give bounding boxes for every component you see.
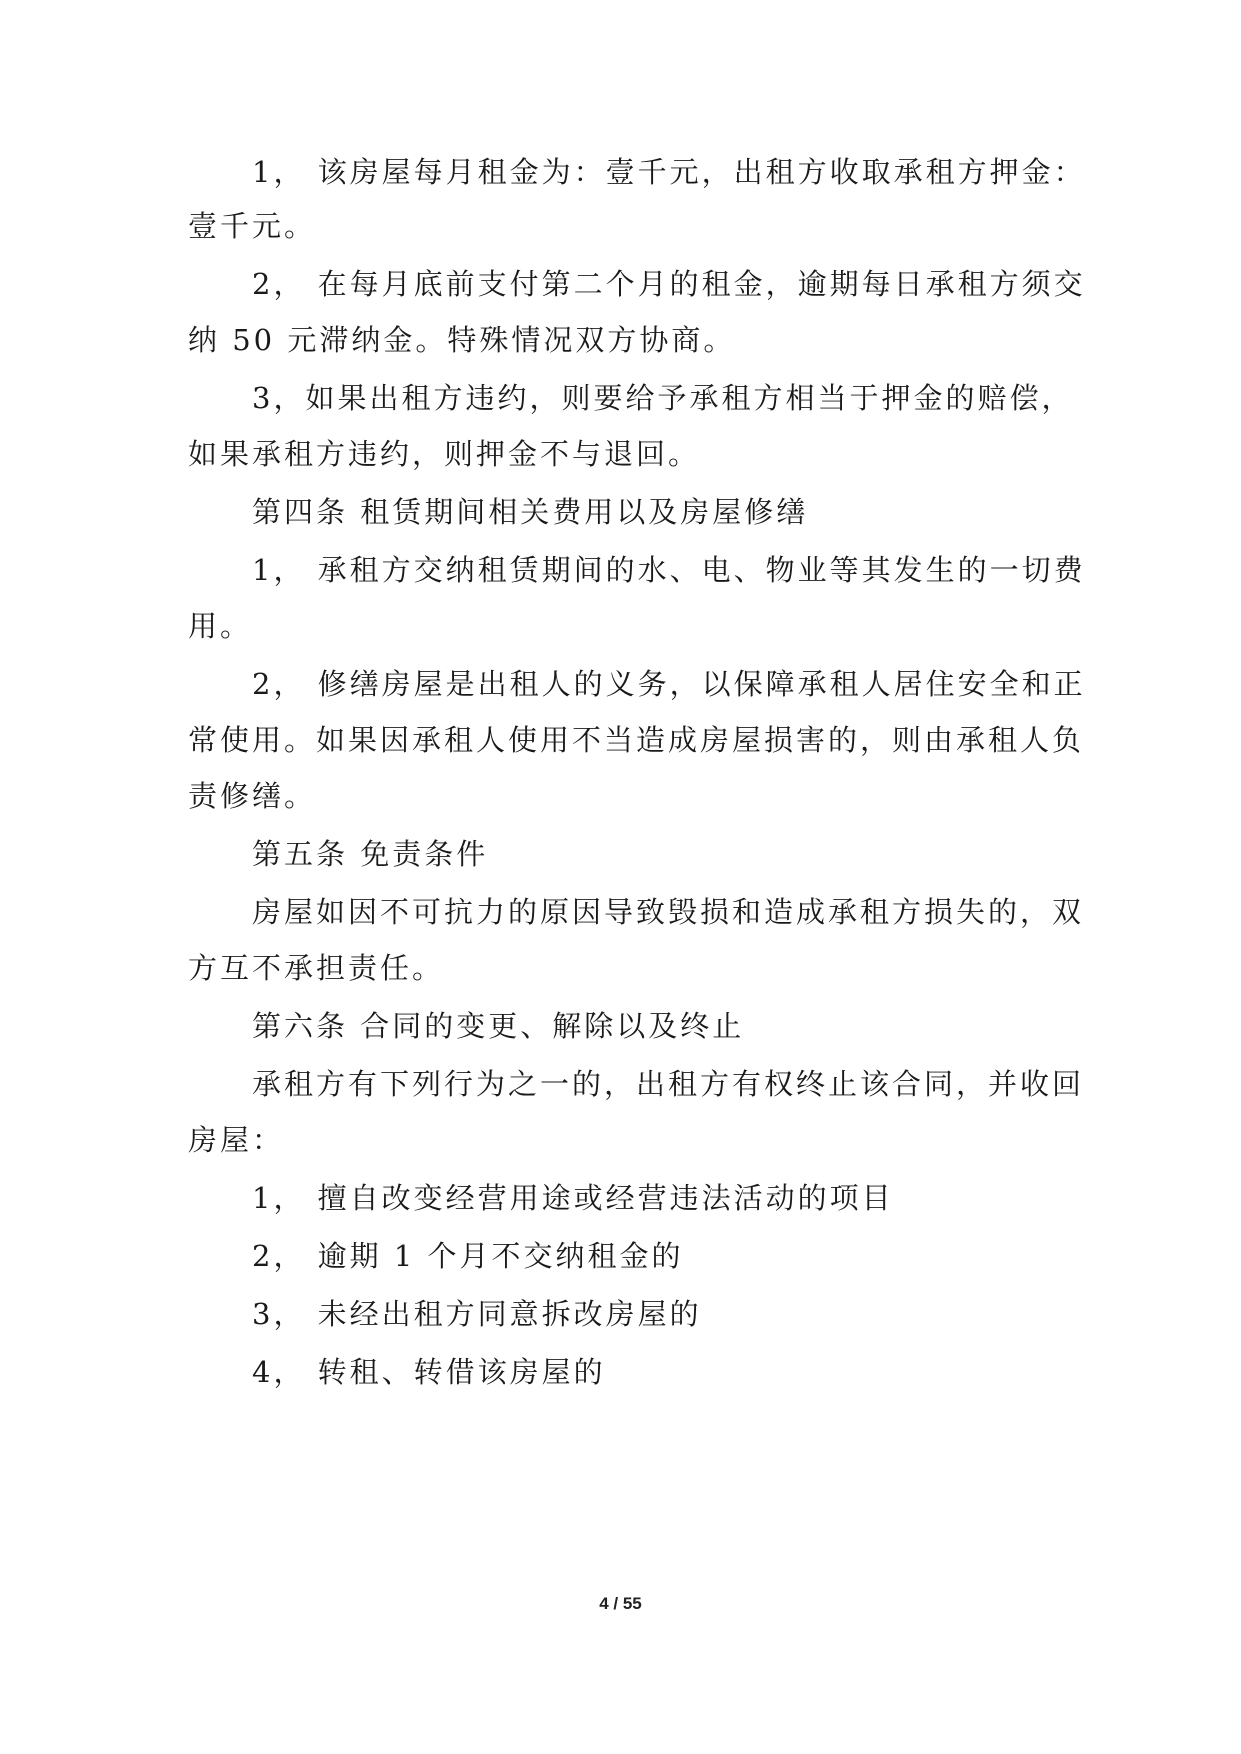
- paragraph-line: 如果承租方违约，则押金不与退回。: [188, 437, 701, 471]
- paragraph-line: 责修缮。: [188, 779, 317, 813]
- article-heading: 第六条 合同的变更、解除以及终止: [252, 1009, 745, 1043]
- paragraph-line: 房屋如因不可抗力的原因导致毁损和造成承租方损失的，双: [252, 895, 1085, 929]
- paragraph-line: 2， 修缮房屋是出租人的义务，以保障承租人居住安全和正: [252, 667, 1086, 701]
- article-heading: 第四条 租赁期间相关费用以及房屋修缮: [252, 495, 809, 529]
- list-item: 4， 转租、转借该房屋的: [252, 1355, 606, 1389]
- paragraph-line: 纳 50 元滞纳金。特殊情况双方协商。: [188, 323, 736, 357]
- page-number: 4 / 55: [599, 1594, 642, 1613]
- paragraph-line: 1， 该房屋每月租金为：壹千元，出租方收取承租方押金：: [252, 155, 1086, 189]
- paragraph-line: 1， 承租方交纳租赁期间的水、电、物业等其发生的一切费: [252, 553, 1086, 587]
- paragraph-line: 2， 在每月底前支付第二个月的租金，逾期每日承租方须交: [252, 267, 1086, 301]
- paragraph-line: 房屋：: [188, 1123, 285, 1157]
- paragraph-line: 方互不承担责任。: [188, 951, 445, 985]
- paragraph-line: 承租方有下列行为之一的，出租方有权终止该合同，并收回: [252, 1067, 1085, 1101]
- paragraph-line: 3，如果出租方违约，则要给予承租方相当于押金的赔偿，: [252, 381, 1074, 415]
- list-item: 1， 擅自改变经营用途或经营违法活动的项目: [252, 1181, 894, 1215]
- paragraph-line: 壹千元。: [188, 209, 317, 243]
- list-item: 3， 未经出租方同意拆改房屋的: [252, 1297, 702, 1331]
- paragraph-line: 常使用。如果因承租人使用不当造成房屋损害的，则由承租人负: [188, 723, 1085, 757]
- paragraph-line: 用。: [188, 609, 253, 643]
- list-item: 2， 逾期 1 个月不交纳租金的: [252, 1239, 684, 1273]
- article-heading: 第五条 免责条件: [252, 837, 489, 871]
